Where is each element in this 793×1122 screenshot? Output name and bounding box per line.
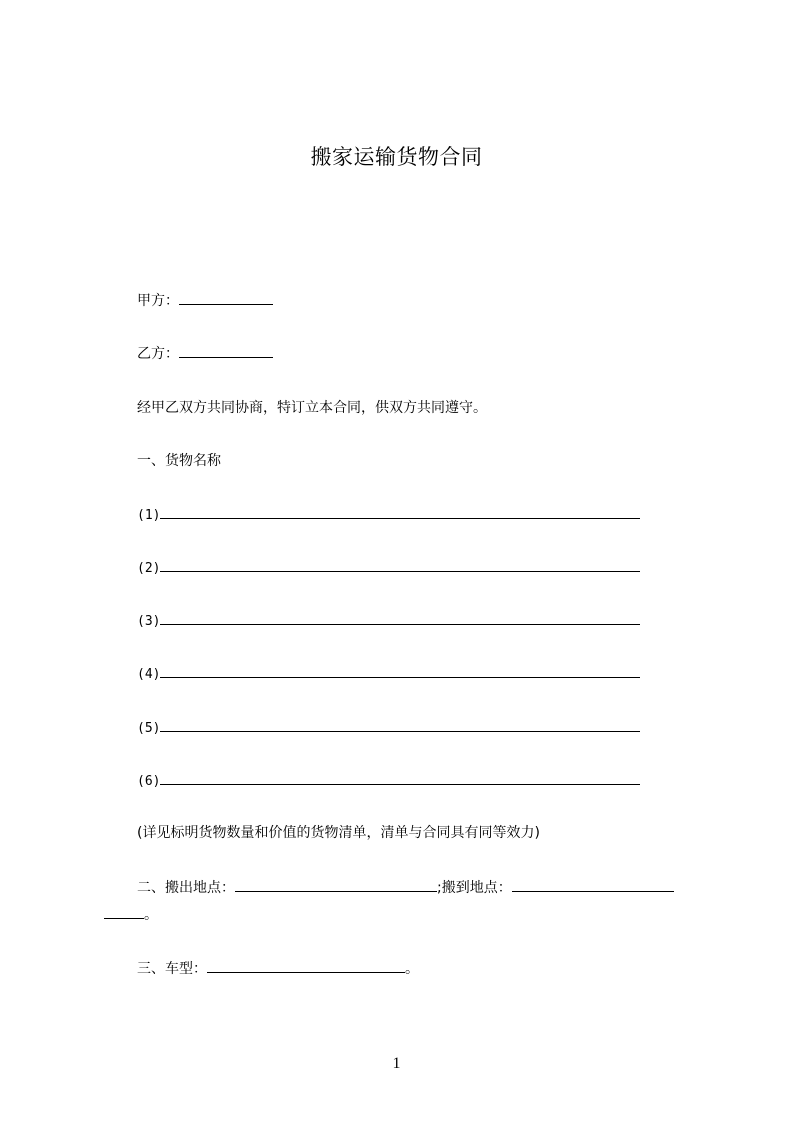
goods-item-number: (1): [137, 508, 161, 523]
section1-heading: 一、货物名称: [137, 453, 221, 469]
party-b-blank[interactable]: [179, 343, 273, 358]
goods-item: [137, 717, 640, 739]
move-to-label: ;搬到地点：: [437, 880, 512, 896]
party-a-label: 甲方：: [137, 293, 179, 309]
move-from-blank[interactable]: [235, 877, 437, 892]
goods-item-number: (3): [137, 614, 161, 629]
goods-item-blank[interactable]: [160, 663, 640, 678]
goods-item-number: (4): [137, 667, 161, 682]
party-b-line: [137, 343, 273, 364]
party-a-line: [137, 290, 273, 311]
vehicle-type-blank[interactable]: [207, 958, 405, 973]
goods-item: [137, 663, 640, 685]
goods-item-blank[interactable]: [160, 557, 640, 572]
goods-item-blank[interactable]: [160, 610, 640, 625]
goods-item-blank[interactable]: [160, 504, 640, 519]
intro-paragraph: 经甲乙双方共同协商，特订立本合同，供双方共同遵守。: [137, 400, 487, 416]
move-from-label: 二、搬出地点：: [137, 880, 235, 896]
goods-item-number: (5): [137, 721, 161, 736]
vehicle-type-label: 三、车型：: [137, 961, 207, 977]
section3-end-mark: 。: [405, 961, 419, 977]
goods-item-number: (6): [137, 774, 161, 789]
goods-item: [137, 770, 640, 792]
goods-item-blank[interactable]: [160, 770, 640, 785]
section3-line: [137, 958, 419, 979]
party-a-blank[interactable]: [179, 290, 273, 305]
section2-line: [137, 877, 674, 898]
section2-continuation: [104, 904, 158, 925]
party-b-label: 乙方：: [137, 346, 179, 362]
document-title: 搬家运输货物合同: [310, 145, 483, 169]
goods-item-number: (2): [137, 561, 161, 576]
goods-item-blank[interactable]: [160, 717, 640, 732]
section2-end-mark: 。: [144, 907, 158, 923]
goods-item: [137, 557, 640, 579]
goods-list-note: (详见标明货物数量和价值的货物清单，清单与合同具有同等效力): [137, 825, 540, 841]
goods-item: [137, 504, 640, 526]
goods-item: [137, 610, 640, 632]
move-to-blank-continued[interactable]: [104, 904, 144, 919]
move-to-blank[interactable]: [512, 877, 674, 892]
page-number: 1: [392, 1055, 401, 1072]
